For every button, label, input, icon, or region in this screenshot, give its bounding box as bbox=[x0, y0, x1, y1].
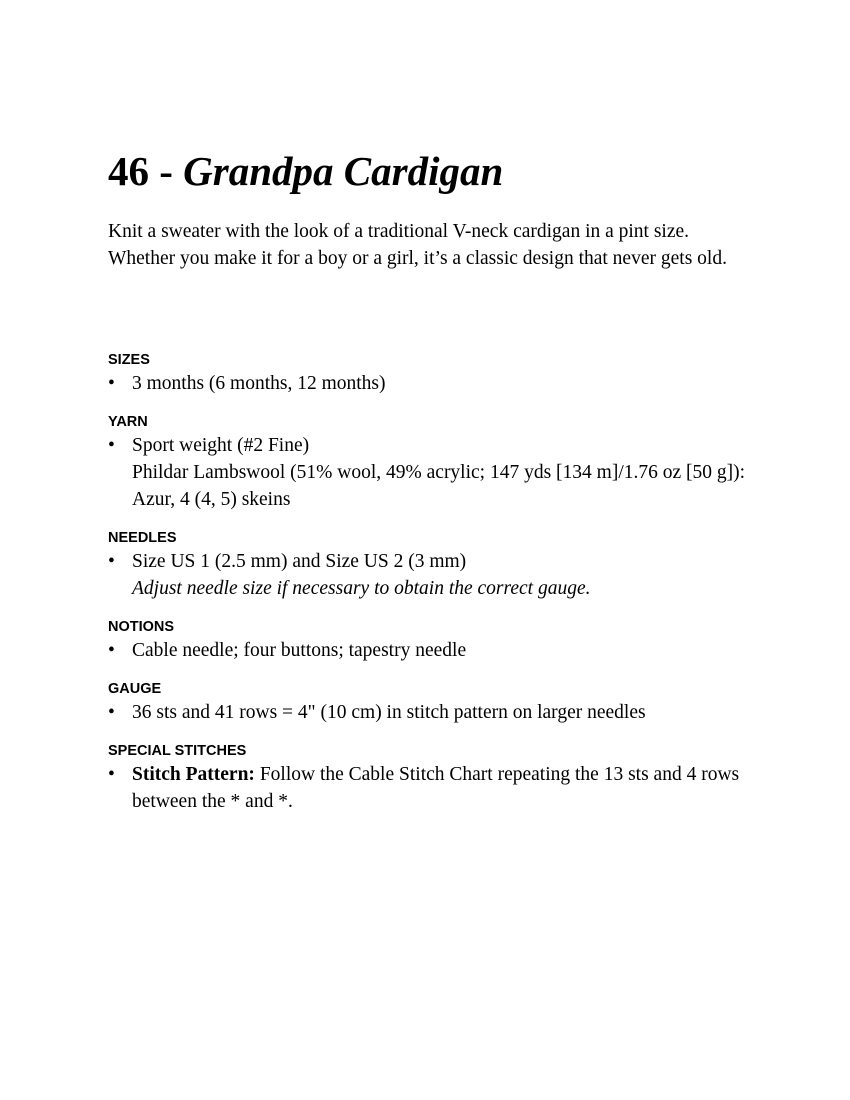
section-special-stitches bbox=[108, 741, 758, 815]
section-yarn bbox=[108, 412, 758, 513]
section-heading: NOTIONS bbox=[108, 619, 175, 635]
bullet-icon: • bbox=[108, 640, 115, 661]
section-heading: NEEDLES bbox=[108, 530, 177, 546]
bullet-icon: • bbox=[108, 373, 115, 394]
yarn-weight: Sport weight (#2 Fine) bbox=[132, 435, 310, 456]
needles-note: Adjust needle size if necessary to obtain the correct gauge. bbox=[132, 578, 591, 599]
intro-paragraph: Knit a sweater with the look of a traditional V-neck cardigan in a pint size. Whether you make it for a boy or a girl, it’s a classic design that never gets old. bbox=[108, 221, 727, 269]
list-item bbox=[108, 370, 758, 397]
section-heading: GAUGE bbox=[108, 681, 162, 697]
section-needles bbox=[108, 528, 758, 602]
title-name: Grandpa Cardigan bbox=[183, 148, 504, 194]
section-sizes bbox=[108, 350, 758, 397]
pattern-sections bbox=[108, 350, 758, 830]
bullet-icon: • bbox=[108, 551, 115, 572]
section-heading: SIZES bbox=[108, 352, 150, 368]
bullet-icon: • bbox=[108, 764, 115, 785]
bullet-icon: • bbox=[108, 702, 115, 723]
section-notions bbox=[108, 617, 758, 664]
list-item bbox=[108, 548, 758, 602]
needles-text: Size US 1 (2.5 mm) and Size US 2 (3 mm) bbox=[132, 551, 467, 572]
list-item bbox=[108, 699, 758, 726]
title-number: 46 - bbox=[108, 148, 184, 194]
list-item bbox=[108, 432, 758, 513]
list-item bbox=[108, 761, 758, 815]
bullet-icon: • bbox=[108, 435, 115, 456]
stitch-pattern-text: Follow the Cable Stitch Chart repeating the 13 sts and 4 rows between the * and *. bbox=[132, 764, 740, 812]
section-gauge bbox=[108, 679, 758, 726]
yarn-detail: Phildar Lambswool (51% wool, 49% acrylic; 147 yds [134 m]/1.76 oz [50 g]): Azur, 4 (4, 5) skeins bbox=[132, 462, 746, 510]
gauge-text: 36 sts and 41 rows = 4" (10 cm) in stitch pattern on larger needles bbox=[132, 702, 646, 723]
section-heading: YARN bbox=[108, 414, 148, 430]
page-title bbox=[108, 148, 503, 194]
sizes-text: 3 months (6 months, 12 months) bbox=[132, 373, 386, 394]
special-stitches-line bbox=[132, 761, 758, 815]
list-item bbox=[108, 637, 758, 664]
section-heading: SPECIAL STITCHES bbox=[108, 743, 247, 759]
stitch-pattern-term: Stitch Pattern: bbox=[132, 764, 255, 785]
notions-text: Cable needle; four buttons; tapestry needle bbox=[132, 640, 467, 661]
